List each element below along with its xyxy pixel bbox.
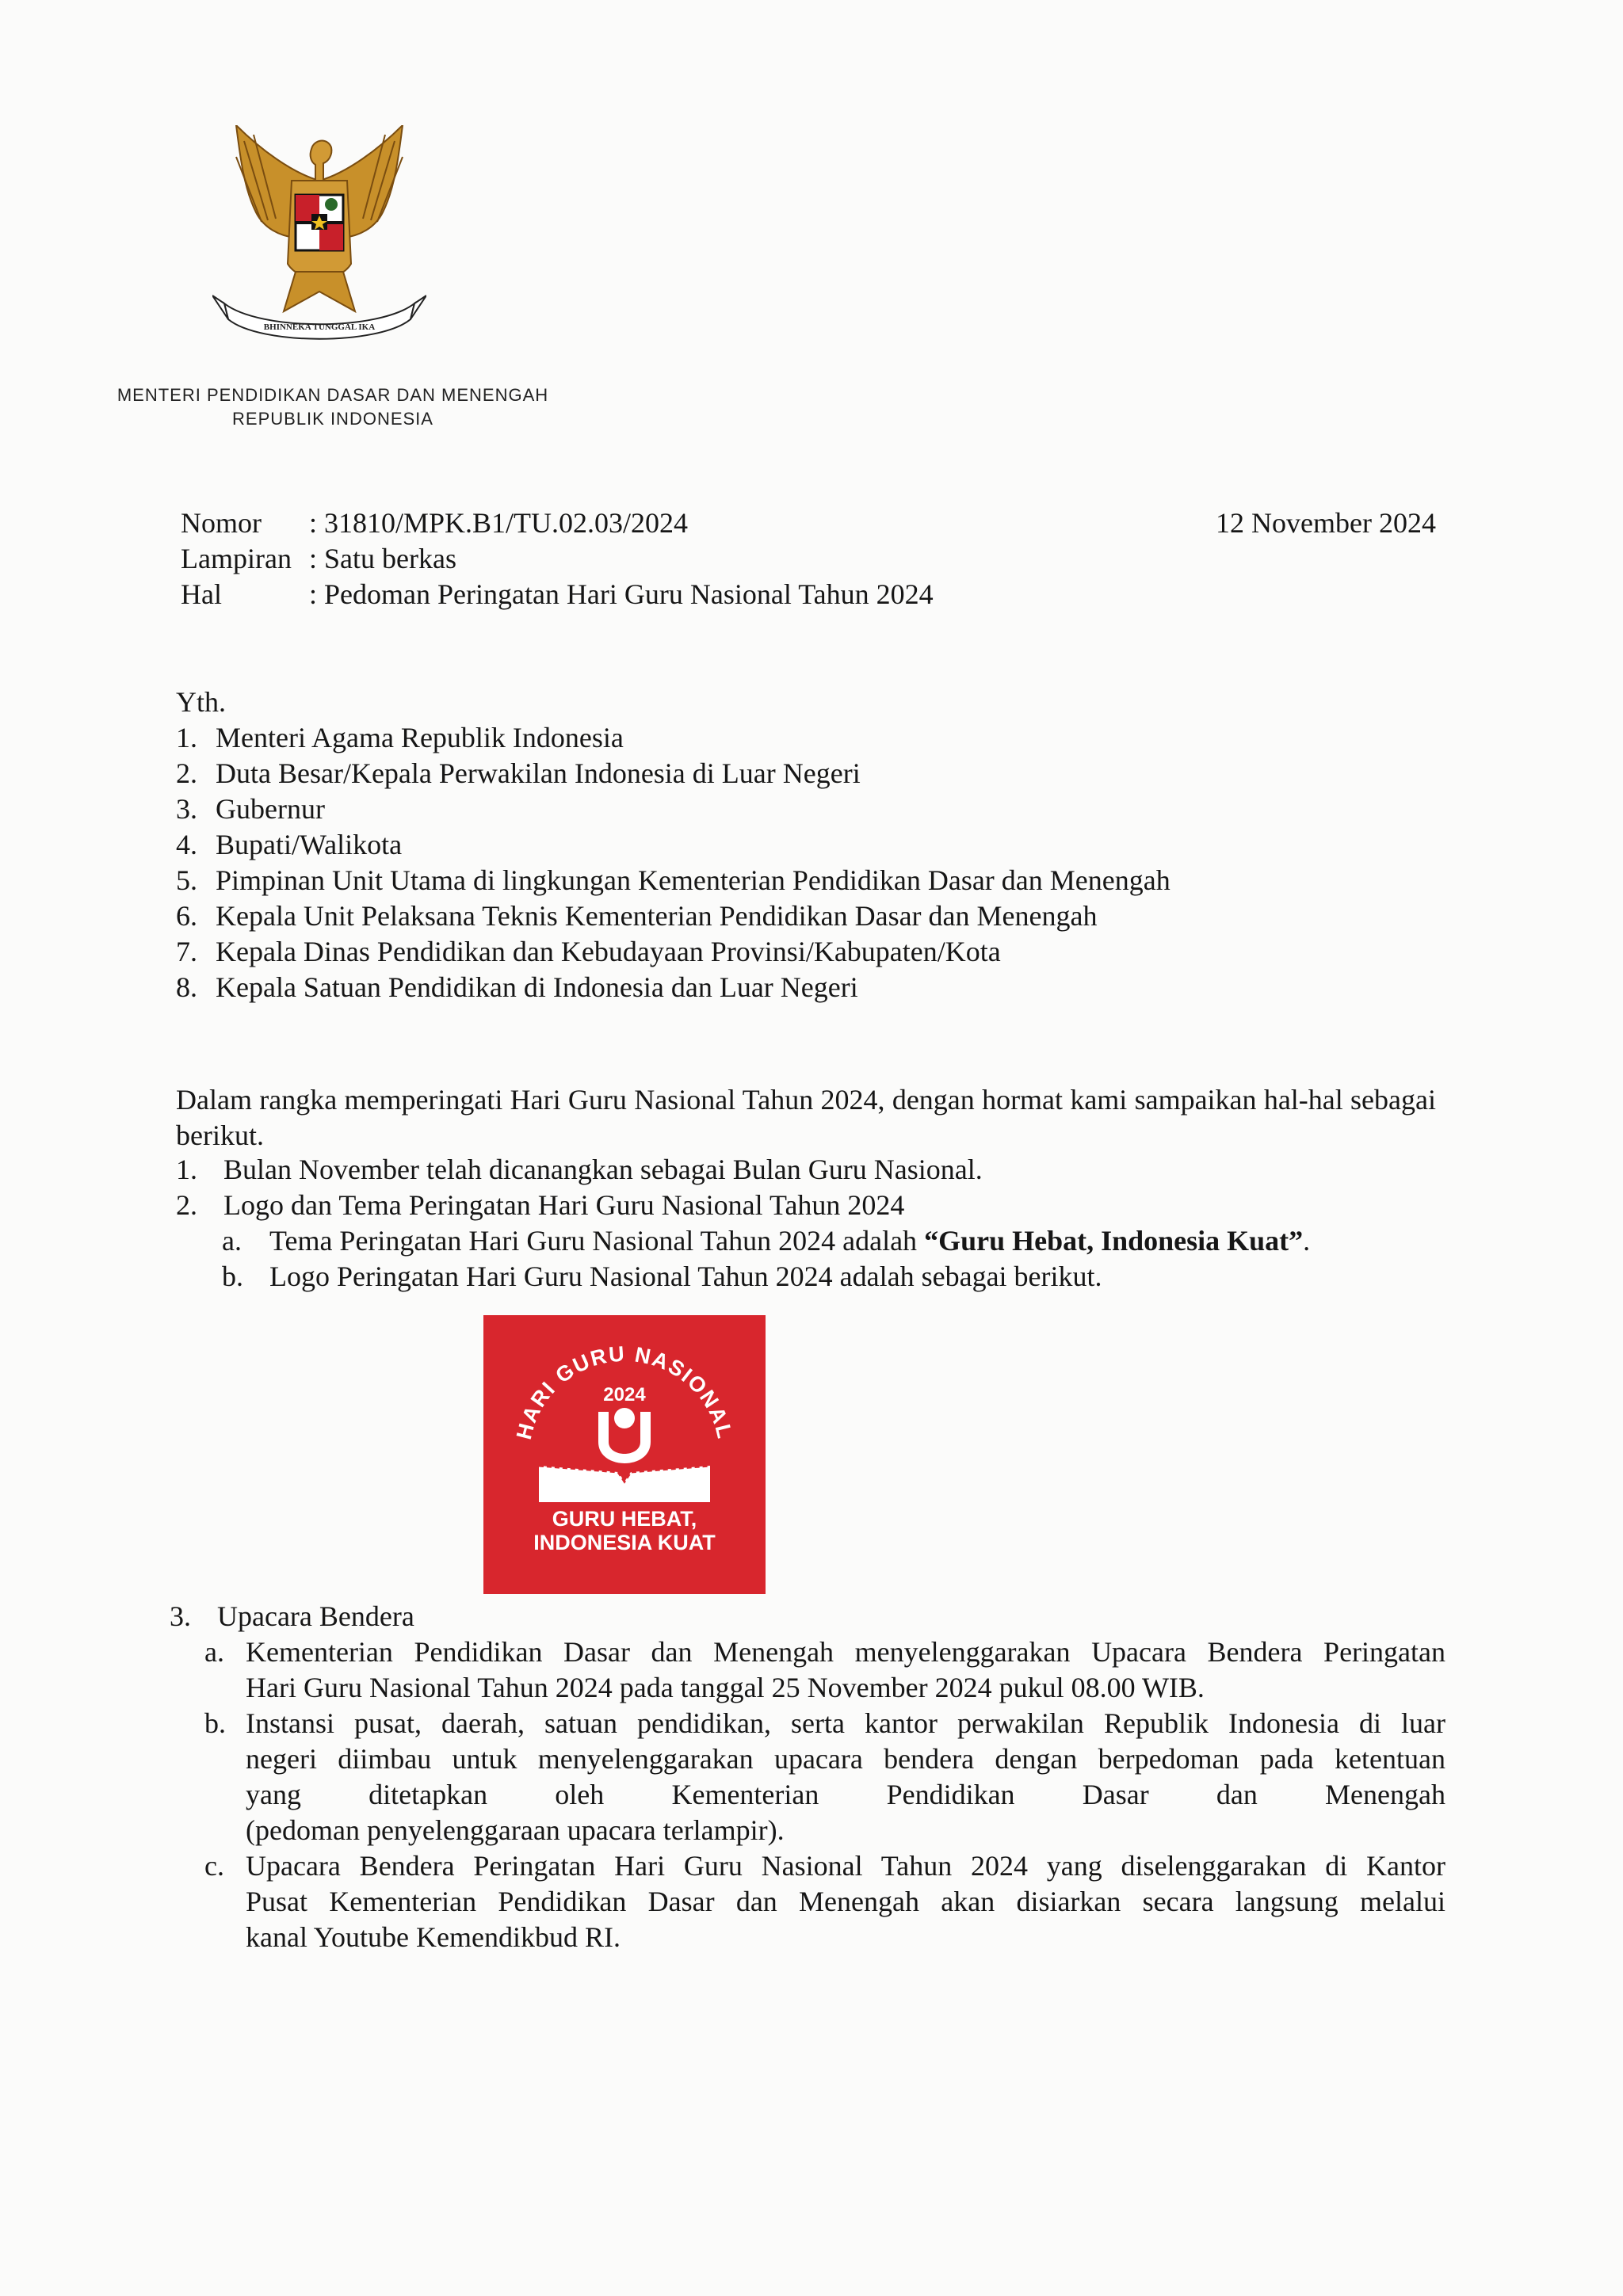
- recipient-text: Menteri Agama Republik Indonesia: [216, 722, 624, 753]
- hgn-2024-logo: [483, 1315, 766, 1594]
- points-list: [176, 1152, 1444, 1295]
- recipient-item: [176, 934, 1444, 970]
- logo-year: 2024: [603, 1384, 646, 1405]
- recipient-item: [176, 863, 1444, 898]
- recipient-text: Pimpinan Unit Utama di lingkungan Kementerian Pendidikan Dasar dan Menengah: [216, 864, 1170, 896]
- recipient-num: 6.: [176, 900, 197, 932]
- recipient-text: Kepala Satuan Pendidikan di Indonesia dan Luar Negeri: [216, 971, 858, 1003]
- lampiran-label: Lampiran: [181, 543, 292, 574]
- logo-slogan-line2: INDONESIA KUAT: [533, 1531, 716, 1554]
- recipient-item: [176, 720, 1444, 756]
- section-3-item: [170, 1848, 1445, 1955]
- section-3-item-line: Pusat Kementerian Pendidikan Dasar dan Menengah akan disiarkan secara langsung melalui: [246, 1886, 1445, 1917]
- point-2-num: 2.: [176, 1189, 197, 1221]
- nomor-row: [181, 505, 1441, 541]
- section-3-item-line: kanal Youtube Kemendikbud RI.: [246, 1921, 621, 1953]
- recipient-text: Gubernur: [216, 793, 325, 825]
- logo-slogan-line1: GURU HEBAT,: [552, 1507, 697, 1531]
- hal-row: [181, 577, 1441, 612]
- point-2b-num: b.: [222, 1261, 243, 1292]
- point-1: [176, 1152, 1444, 1188]
- ministry-name: [87, 383, 579, 431]
- lampiran-row: [181, 541, 1441, 577]
- salutation: Yth.: [176, 686, 226, 718]
- point-2: [176, 1188, 1444, 1223]
- recipient-num: 7.: [176, 936, 197, 967]
- recipient-item: [176, 756, 1444, 791]
- recipient-item: [176, 791, 1444, 827]
- point-2b: [176, 1259, 1444, 1295]
- section-3-item-line: Instansi pusat, daerah, satuan pendidikan, serta kantor perwakilan Republik Indonesia di luar: [246, 1707, 1445, 1739]
- recipient-num: 5.: [176, 864, 197, 896]
- recipients: [176, 685, 1444, 1005]
- ministry-line1: MENTERI PENDIDIKAN DASAR DAN MENENGAH: [116, 385, 549, 405]
- recipient-item: [176, 898, 1444, 934]
- section-3-item-num: a.: [204, 1636, 224, 1668]
- recipient-list: [176, 720, 1444, 1005]
- section-3: [170, 1599, 1445, 1955]
- recipient-text: Duta Besar/Kepala Perwakilan Indonesia di Luar Negeri: [216, 757, 861, 789]
- recipient-text: Kepala Dinas Pendidikan dan Kebudayaan Provinsi/Kabupaten/Kota: [216, 936, 1001, 967]
- nomor-value: : 31810/MPK.B1/TU.02.03/2024: [309, 507, 689, 539]
- intro-paragraph: Dalam rangka memperingati Hari Guru Nasional Tahun 2024, dengan hormat kami sampaikan hal-hal sebagai berikut.: [176, 1084, 1436, 1151]
- section-3-item-line: Upacara Bendera Peringatan Hari Guru Nasional Tahun 2024 yang diselenggarakan di Kantor: [246, 1850, 1445, 1882]
- section-3-item-line: Hari Guru Nasional Tahun 2024 pada tanggal 25 November 2024 pukul 08.00 WIB.: [246, 1672, 1205, 1703]
- hal-value: : Pedoman Peringatan Hari Guru Nasional Tahun 2024: [309, 578, 934, 610]
- lampiran-value: : Satu berkas: [309, 543, 456, 574]
- logo-arc-text: HARI GURU NASIONAL: [511, 1341, 738, 1442]
- point-2a-text: Tema Peringatan Hari Guru Nasional Tahun 2024 adalah: [269, 1225, 925, 1257]
- recipient-num: 3.: [176, 793, 197, 825]
- recipient-item: [176, 970, 1444, 1005]
- recipient-num: 2.: [176, 757, 197, 789]
- hal-label: Hal: [181, 578, 222, 610]
- recipient-text: Kepala Unit Pelaksana Teknis Kementerian Pendidikan Dasar dan Menengah: [216, 900, 1098, 932]
- point-2a-end: .: [1303, 1225, 1311, 1257]
- letter-date: 12 November 2024: [1216, 507, 1436, 539]
- recipient-text: Bupati/Walikota: [216, 829, 403, 860]
- point-2-text: Logo dan Tema Peringatan Hari Guru Nasional Tahun 2024: [223, 1189, 905, 1221]
- point-2b-text: Logo Peringatan Hari Guru Nasional Tahun 2024 adalah sebagai berikut.: [269, 1261, 1102, 1292]
- recipient-item: [176, 827, 1444, 863]
- point-1-num: 1.: [176, 1154, 197, 1185]
- section-3-heading: [170, 1599, 1445, 1634]
- recipient-num: 1.: [176, 722, 197, 753]
- point-2a: [176, 1223, 1444, 1259]
- point-2a-num: a.: [222, 1225, 242, 1257]
- logo-book-icon: [539, 1466, 710, 1502]
- section-3-item-line: yang ditetapkan oleh Kementerian Pendidikan Dasar dan Menengah: [246, 1779, 1445, 1810]
- recipient-num: 4.: [176, 829, 197, 860]
- section-3-item-line: negeri diimbau untuk menyelenggarakan upacara bendera dengan berpedoman pada ketentuan: [246, 1743, 1445, 1775]
- section-3-num: 3.: [170, 1600, 191, 1632]
- section-3-item-num: c.: [204, 1850, 224, 1882]
- section-3-item: [170, 1634, 1445, 1706]
- garuda-emblem-icon: [212, 125, 426, 355]
- theme-text: “Guru Hebat, Indonesia Kuat”: [924, 1225, 1304, 1257]
- point-1-text: Bulan November telah dicanangkan sebagai Bulan Guru Nasional.: [223, 1154, 983, 1185]
- section-3-item: [170, 1706, 1445, 1848]
- section-3-item-num: b.: [204, 1707, 226, 1739]
- section-3-item-line: (pedoman penyelenggaraan upacara terlampir).: [246, 1814, 785, 1846]
- letter-meta: [181, 505, 1441, 612]
- section-3-item-line: Kementerian Pendidikan Dasar dan Menengah menyelenggarakan Upacara Bendera Peringatan: [246, 1636, 1445, 1668]
- recipient-num: 8.: [176, 971, 197, 1003]
- nomor-label: Nomor: [181, 507, 262, 539]
- section-3-title: Upacara Bendera: [217, 1600, 414, 1632]
- ministry-line2: REPUBLIK INDONESIA: [232, 409, 433, 429]
- emblem-motto: BHINNEKA TUNGGAL IKA: [263, 322, 376, 332]
- section-3-items: [170, 1634, 1445, 1955]
